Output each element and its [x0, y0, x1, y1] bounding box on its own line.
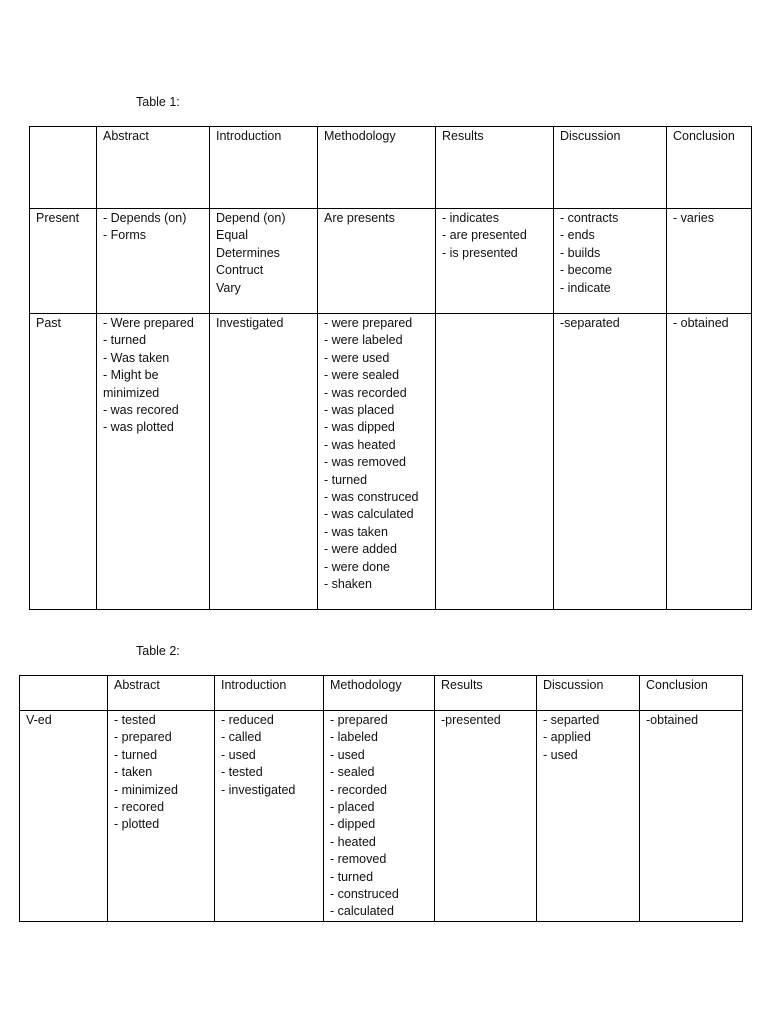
- table2-row-ved: [20, 711, 743, 922]
- cell-line: - obtained: [673, 316, 729, 330]
- table1-header-row: [30, 127, 752, 209]
- cell-line: - builds: [560, 245, 601, 260]
- table1-cell: [318, 314, 436, 610]
- cell-line: - labeled: [330, 730, 378, 745]
- cell-line: - heated: [330, 834, 376, 849]
- cell-line: - is presented: [442, 245, 518, 260]
- cell-line: - used: [221, 747, 256, 762]
- cell-line: - turned: [324, 472, 368, 487]
- table1-cell: [667, 209, 752, 314]
- cell-line: - used: [543, 747, 578, 762]
- table1-header-cell: Methodology: [318, 127, 436, 209]
- cell-line: - indicate: [560, 280, 611, 295]
- cell-line: - taken: [114, 765, 153, 780]
- cell-line: - was calculated: [324, 507, 414, 522]
- cell-line: - placed: [330, 800, 375, 815]
- cell-line: - were labeled: [324, 333, 403, 348]
- table1-caption: Table 1:: [136, 95, 180, 109]
- table1-cell: [210, 209, 318, 314]
- table1-cell: [318, 209, 436, 314]
- table1-row-label: Present: [30, 209, 97, 314]
- cell-line: - was removed: [324, 455, 406, 470]
- table1-header-cell: [30, 127, 97, 209]
- cell-line: Are presents: [324, 211, 395, 225]
- cell-line: -obtained: [646, 713, 699, 727]
- cell-line: - prepared: [114, 730, 172, 745]
- cell-line: - called: [221, 730, 262, 745]
- table2-cell: [537, 711, 640, 922]
- cell-line: - shaken: [324, 577, 372, 592]
- table2-header-cell: Introduction: [215, 676, 324, 711]
- cell-line: - were done: [324, 559, 391, 574]
- cell-line: - removed: [330, 852, 387, 867]
- cell-line: Investigated: [216, 316, 284, 330]
- table1-cell: [97, 209, 210, 314]
- table1-row-present: [30, 209, 752, 314]
- table1-header-cell: Conclusion: [667, 127, 752, 209]
- cell-line: - indicates: [442, 211, 499, 225]
- table1-header-cell: Introduction: [210, 127, 318, 209]
- table1-cell: [436, 209, 554, 314]
- cell-line: - was placed: [324, 403, 395, 418]
- cell-line: - ends: [560, 228, 595, 243]
- cell-line: - varies: [673, 211, 714, 225]
- table1-row-past: [30, 314, 752, 610]
- cell-line: - plotted: [114, 817, 160, 832]
- table1-row-label: Past: [30, 314, 97, 610]
- cell-line: - was taken: [324, 524, 388, 539]
- cell-line: Equal: [216, 228, 248, 243]
- cell-line: - contracts: [560, 211, 619, 225]
- cell-line: - recorded: [330, 782, 387, 797]
- cell-line: - reduced: [221, 713, 274, 727]
- table2-cell: [640, 711, 743, 922]
- cell-line: - were prepared: [324, 316, 413, 330]
- cell-line: - separted: [543, 713, 600, 727]
- table1-cell: [554, 314, 667, 610]
- cell-line: -separated: [560, 316, 620, 330]
- cell-line: - prepared: [330, 713, 388, 727]
- cell-line: - are presented: [442, 228, 527, 243]
- table1-cell: [667, 314, 752, 610]
- cell-line: - was construced: [324, 490, 419, 505]
- cell-line: - become: [560, 263, 613, 278]
- cell-line: - dipped: [330, 817, 376, 832]
- table2-header-cell: Discussion: [537, 676, 640, 711]
- cell-line: Contruct: [216, 263, 264, 278]
- cell-line: - Was taken: [103, 350, 170, 365]
- table2: [19, 675, 743, 922]
- cell-line: - turned: [330, 869, 374, 884]
- cell-line: - sealed: [330, 765, 375, 780]
- table2-cell: [324, 711, 435, 922]
- cell-line: -presented: [441, 713, 501, 727]
- table2-caption: Table 2:: [136, 644, 180, 658]
- cell-line: - tested: [221, 765, 263, 780]
- table1-cell: [210, 314, 318, 610]
- cell-line: - were sealed: [324, 368, 400, 383]
- cell-line: Vary: [216, 280, 241, 295]
- cell-line: - were added: [324, 542, 397, 557]
- table1-header-cell: Results: [436, 127, 554, 209]
- cell-line: - was recorded: [324, 385, 407, 400]
- cell-line: - were used: [324, 350, 390, 365]
- cell-line: - calculated: [330, 904, 394, 919]
- cell-line: - was recored: [103, 403, 179, 418]
- table2-row-label: V-ed: [20, 711, 108, 922]
- table1-header-cell: Discussion: [554, 127, 667, 209]
- cell-line: - used: [330, 747, 365, 762]
- table1: [29, 126, 752, 610]
- table1-cell: [97, 314, 210, 610]
- table1-cell: [436, 314, 554, 610]
- cell-line: - minimized: [114, 782, 178, 797]
- cell-line: - was dipped: [324, 420, 395, 435]
- cell-line: - Forms: [103, 228, 147, 243]
- cell-line: - turned: [114, 747, 158, 762]
- table2-header-cell: Conclusion: [640, 676, 743, 711]
- cell-line: - Were prepared: [103, 316, 194, 330]
- cell-line: - investigated: [221, 782, 296, 797]
- cell-line: Determines: [216, 245, 280, 260]
- table2-cell: [215, 711, 324, 922]
- cell-line: minimized: [103, 385, 160, 400]
- cell-line: - applied: [543, 730, 591, 745]
- table1-cell: [554, 209, 667, 314]
- table2-cell: [435, 711, 537, 922]
- cell-line: - recored: [114, 800, 165, 815]
- cell-line: - was heated: [324, 437, 396, 452]
- table2-header-row: [20, 676, 743, 711]
- cell-line: - construced: [330, 887, 399, 902]
- table2-header-cell: Abstract: [108, 676, 215, 711]
- cell-line: - was plotted: [103, 420, 174, 435]
- cell-line: - turned: [103, 333, 147, 348]
- cell-line: Depend (on): [216, 211, 286, 225]
- table2-header-cell: [20, 676, 108, 711]
- cell-line: - tested: [114, 713, 156, 727]
- table2-header-cell: Methodology: [324, 676, 435, 711]
- table2-cell: [108, 711, 215, 922]
- table1-header-cell: Abstract: [97, 127, 210, 209]
- cell-line: - Might be: [103, 368, 159, 383]
- cell-line: - Depends (on): [103, 211, 187, 225]
- table2-header-cell: Results: [435, 676, 537, 711]
